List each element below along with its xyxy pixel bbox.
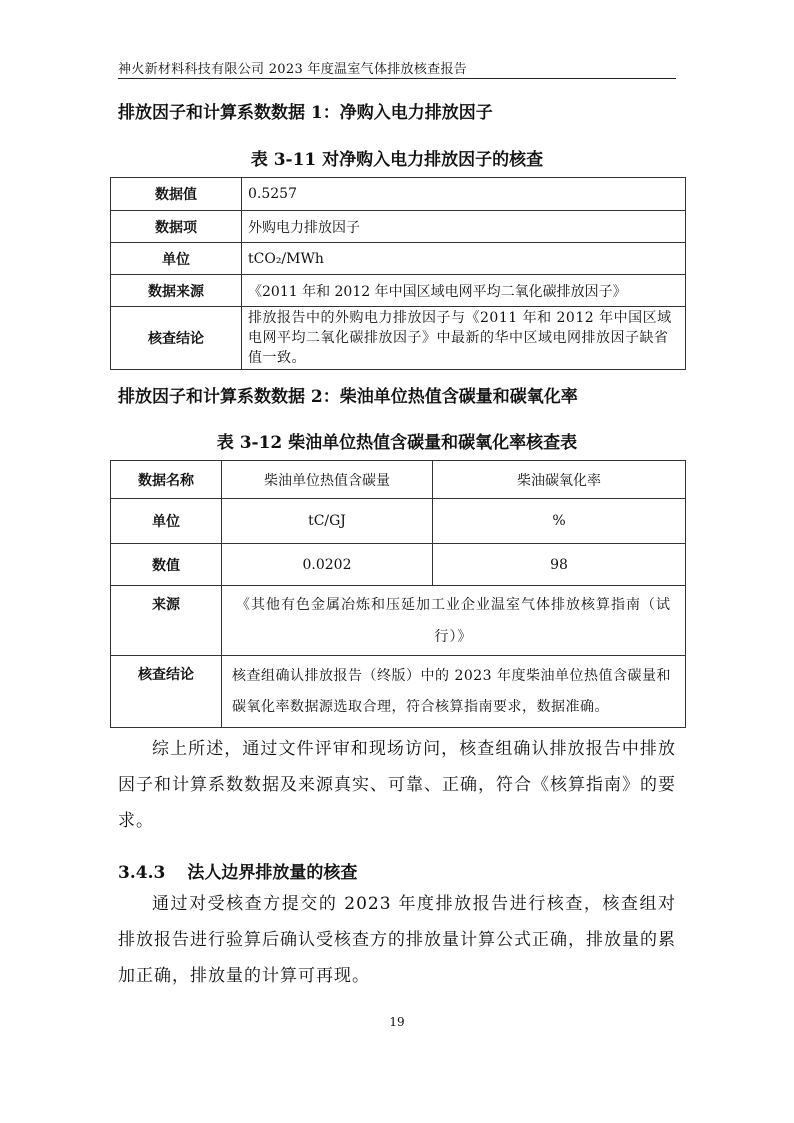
table-value: tCO₂/MWh — [242, 243, 686, 275]
table-row — [111, 461, 686, 499]
table-caption-3-12: 表 3-12 柴油单位热值含碳量和碳氧化率核查表 — [216, 433, 578, 453]
table-cell: 柴油单位热值含碳量 — [222, 461, 433, 499]
table-value: 排放报告中的外购电力排放因子与《2011 年和 2012 年中国区域电网平均二氧化碳排放因子》中最新的华中区域电网排放因子缺省值一致。 — [242, 307, 686, 370]
table-key: 核查结论 — [111, 307, 242, 370]
page-header-title: 神火新材料科技有限公司 2023 年度温室气体排放核查报告 — [118, 62, 468, 77]
section-number: 3.4.3 — [118, 863, 166, 883]
section-heading-1: 排放因子和计算系数数据 1：净购入电力排放因子 — [118, 103, 493, 123]
summary-paragraph: 综上所述，通过文件评审和现场访问，核查组确认排放报告中排放因子和计算系数数据及来源真实、可靠、正确，符合《核算指南》的要求。 — [118, 739, 676, 831]
table-cell: 0.0202 — [222, 544, 433, 586]
table-key: 数据值 — [111, 178, 242, 211]
table-value: 《2011 年和 2012 年中国区域电网平均二氧化碳排放因子》 — [242, 275, 686, 307]
table-value: 0.5257 — [242, 178, 686, 211]
table-row — [111, 307, 686, 370]
table-row — [111, 499, 686, 544]
diesel-factor-table — [110, 460, 686, 728]
table-cell-conclusion: 核查组确认排放报告（终版）中的 2023 年度柴油单位热值含碳量和碳氧化率数据源选取合理，符合核算指南要求，数据准确。 — [222, 656, 686, 728]
emission-factor-table — [110, 177, 686, 370]
header-divider — [118, 78, 676, 79]
table-value: 外购电力排放因子 — [242, 211, 686, 243]
table-cell: tC/GJ — [222, 499, 433, 544]
section-heading-3 — [118, 858, 357, 883]
table-key: 数据项 — [111, 211, 242, 243]
table-key: 核查结论 — [111, 656, 222, 728]
table-cell-source: 《其他有色金属冶炼和压延加工业企业温室气体排放核算指南（试行）》 — [222, 586, 686, 656]
page-number: 19 — [389, 1015, 405, 1029]
table-row — [111, 586, 686, 656]
table-row — [111, 178, 686, 211]
table-key: 来源 — [111, 586, 222, 656]
table-key: 数据名称 — [111, 461, 222, 499]
section-paragraph: 通过对受核查方提交的 2023 年度排放报告进行核查，核查组对排放报告进行验算后确认受核查方的排放量计算公式正确，排放量的累加正确，排放量的计算可再现。 — [118, 894, 676, 986]
table-row — [111, 243, 686, 275]
table-key: 数据来源 — [111, 275, 242, 307]
table-caption-3-11: 表 3-11 对净购入电力排放因子的核查 — [250, 150, 544, 170]
table-cell: 柴油碳氧化率 — [433, 461, 686, 499]
table-key: 数值 — [111, 544, 222, 586]
table-row — [111, 544, 686, 586]
table-row — [111, 656, 686, 728]
table-row — [111, 211, 686, 243]
table-cell: % — [433, 499, 686, 544]
table-cell: 98 — [433, 544, 686, 586]
table-key: 单位 — [111, 243, 242, 275]
section-heading-2: 排放因子和计算系数数据 2：柴油单位热值含碳量和碳氧化率 — [118, 387, 578, 407]
table-row — [111, 275, 686, 307]
table-key: 单位 — [111, 499, 222, 544]
section-title: 法人边界排放量的核查 — [187, 863, 358, 883]
